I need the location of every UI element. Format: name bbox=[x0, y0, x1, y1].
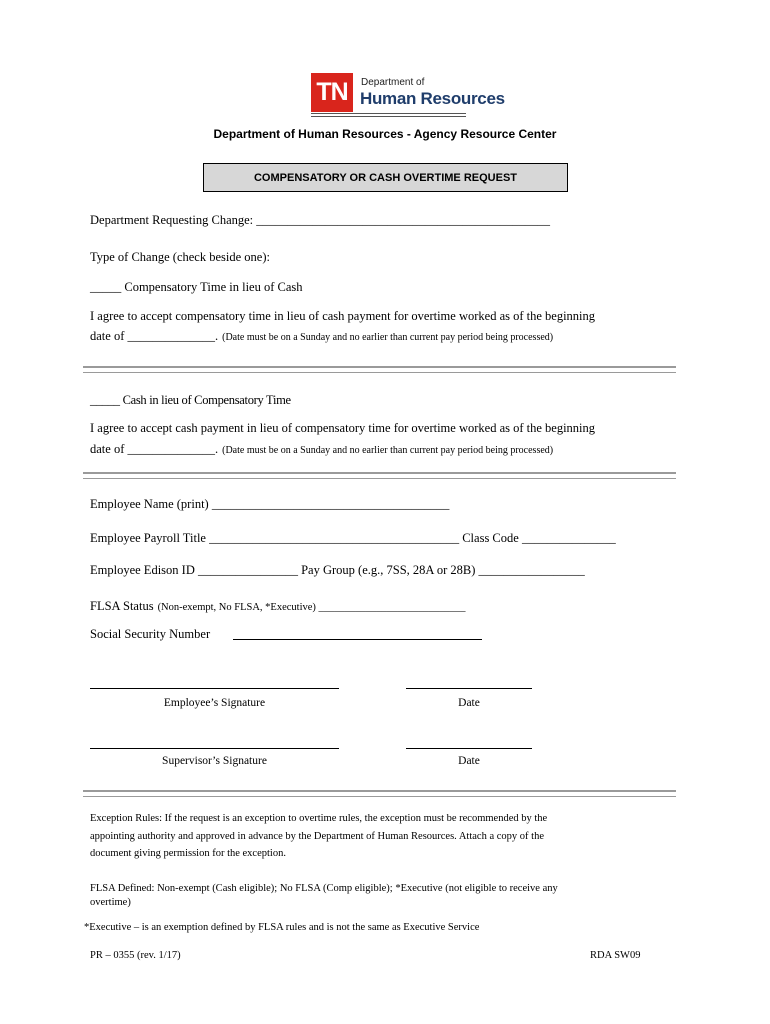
employee-name-field[interactable]: Employee Name (print) ______________________________________ bbox=[90, 497, 450, 511]
option-comp-time-checkbox[interactable]: _____ Compensatory Time in lieu of Cash bbox=[90, 280, 303, 294]
logo-department-of: Department of bbox=[361, 77, 425, 88]
option-cash-date-row bbox=[90, 440, 553, 458]
dept-requesting-field[interactable]: Department Requesting Change: _______________________________________________ bbox=[90, 213, 551, 227]
exception-rules-line-1: Exception Rules: If the request is an exception to overtime rules, the exception must be recommended by the bbox=[90, 813, 548, 824]
form-title-box bbox=[203, 163, 568, 192]
type-of-change-label: Type of Change (check beside one): bbox=[90, 250, 270, 264]
logo-rule bbox=[311, 113, 466, 117]
tn-logo-text: TN bbox=[316, 78, 348, 106]
flsa-status-field[interactable]: (Non-exempt, No FLSA, *Executive) ____________________________ bbox=[157, 602, 466, 613]
employee-date-label: Date bbox=[458, 697, 480, 709]
flsa-status-label: FLSA Status bbox=[90, 599, 154, 613]
section-divider bbox=[83, 790, 676, 797]
edison-id-pay-group-field[interactable]: Employee Edison ID ________________ Pay Group (e.g., 7SS, 28A or 28B) _________________ bbox=[90, 563, 585, 577]
supervisor-date-line[interactable] bbox=[406, 748, 532, 749]
form-title: COMPENSATORY OR CASH OVERTIME REQUEST bbox=[253, 171, 517, 184]
logo-human-resources: Human Resources bbox=[360, 89, 505, 108]
section-divider bbox=[83, 472, 676, 479]
section-divider bbox=[83, 366, 676, 373]
tn-logo bbox=[311, 73, 353, 112]
option-comp-time-date-note: (Date must be on a Sunday and no earlier than current pay period being processed) bbox=[222, 332, 554, 343]
option-comp-time-statement: I agree to accept compensatory time in lieu of cash payment for overtime worked as of the beginning bbox=[90, 309, 596, 323]
rda-code: RDA SW09 bbox=[590, 950, 641, 961]
employee-signature-line[interactable] bbox=[90, 688, 339, 689]
exception-rules-line-2: appointing authority and approved in advance by the Department of Human Resources. Attach a copy of the bbox=[90, 831, 544, 842]
option-comp-time-date-row bbox=[90, 327, 553, 345]
option-cash-date-note: (Date must be on a Sunday and no earlier than current pay period being processed) bbox=[222, 445, 554, 456]
executive-note: *Executive – is an exemption defined by FLSA rules and is not the same as Executive Service bbox=[84, 922, 480, 933]
ssn-label: Social Security Number bbox=[90, 627, 211, 641]
option-comp-time-date-field[interactable]: date of ______________. bbox=[90, 329, 219, 343]
employee-date-line[interactable] bbox=[406, 688, 532, 689]
flsa-status-row bbox=[90, 597, 466, 615]
flsa-defined-line-2: overtime) bbox=[90, 897, 131, 908]
ssn-line[interactable] bbox=[233, 639, 482, 640]
option-cash-checkbox[interactable]: _____ Cash in lieu of Compensatory Time bbox=[90, 393, 291, 407]
exception-rules-line-3: document giving permission for the exception. bbox=[90, 848, 286, 859]
option-cash-date-field[interactable]: date of ______________. bbox=[90, 442, 219, 456]
form-number: PR – 0355 (rev. 1/17) bbox=[90, 950, 181, 961]
option-cash-statement: I agree to accept cash payment in lieu of compensatory time for overtime worked as of the beginning bbox=[90, 421, 596, 435]
employee-signature-label: Employee’s Signature bbox=[163, 697, 266, 709]
supervisor-date-label: Date bbox=[458, 755, 480, 767]
flsa-defined-line-1: FLSA Defined: Non-exempt (Cash eligible); No FLSA (Comp eligible); *Executive (not eligible to receive any bbox=[90, 883, 558, 894]
agency-heading: Department of Human Resources - Agency Resource Center bbox=[213, 127, 557, 141]
payroll-title-class-code-field[interactable]: Employee Payroll Title ________________________________________ Class Code _______________ bbox=[90, 531, 616, 545]
supervisor-signature-label: Supervisor’s Signature bbox=[162, 755, 267, 767]
supervisor-signature-line[interactable] bbox=[90, 748, 339, 749]
